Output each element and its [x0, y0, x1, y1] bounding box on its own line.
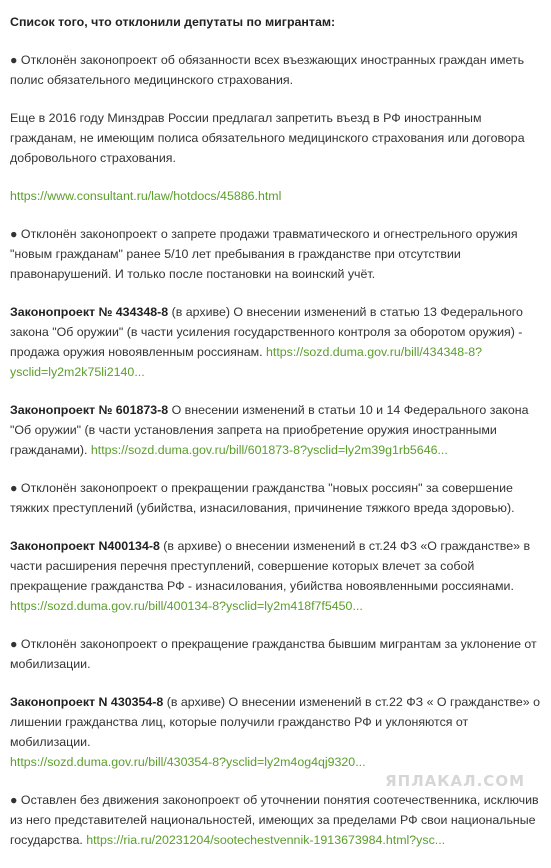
bill-400134-text: (в архиве) о внесении изменений в ст.24 ФЗ «О гражданстве» в части расширения перечня преступлений, совершение которых влечет за собой прекращение гражданства РФ - изнасилования, убийства новоявленными россиянами.: [10, 539, 531, 593]
item-citizenship-crimes: ● Отклонён законопроект о прекращении гражданства "новых россиян" за совершение тяжких преступлений (убийства, изнасилования, причинение тяжкого вреда здоровью).: [10, 481, 515, 515]
bill-400134: [10, 536, 546, 596]
bill-601873-text: О внесении изменений в статьи 10 и 14 Федерального закона "Об оружии" (в части установления запрета на приобретение оружия иностранными гражданами).: [10, 403, 529, 457]
bill-434348-link[interactable]: https://sozd.duma.gov.ru/bill/434348-8?ysclid=ly2m2k75li2140...: [10, 345, 483, 379]
bill-434348-label: Законопроект № 434348-8: [10, 305, 169, 319]
bill-400134-label: Законопроект N400134-8: [10, 539, 160, 553]
site-watermark: ЯПЛАКАЛ.COM: [385, 772, 525, 790]
bill-601873-label: Законопроект № 601873-8: [10, 403, 169, 417]
bill-430354: [10, 692, 546, 752]
bill-430354-link[interactable]: https://sozd.duma.gov.ru/bill/430354-8?ysclid=ly2m4og4qj9320...: [10, 755, 366, 769]
item-mobilization: ● Отклонён законопроект о прекращение гражданства бывшим мигрантам за уклонение от мобилизации.: [10, 637, 537, 671]
item-health-insurance-note: Еще в 2016 году Минздрав России предлагал запретить въезд в РФ иностранным гражданам, не имеющим полиса обязательного медицинского страхования или договора добровольного страхования.: [10, 111, 525, 165]
item-weapons: ● Отклонён законопроект о запрете продажи травматического и огнестрельного оружия "новым гражданам" ранее 5/10 лет пребывания в гражданстве при отсутствии правонарушений. И только после постановки на воинский учёт.: [10, 227, 518, 281]
bill-430354-text: (в архиве) О внесении изменений в ст.22 ФЗ « О гражданстве» о лишении гражданства лиц, которые получили гражданство РФ и уклоняются от мобилизации.: [10, 695, 540, 749]
item-compatriot-text: ● Оставлен без движения законопроект об уточнении понятия соотечественника, исключив из него представителей национальностей, имеющих за пределами РФ свои национальные государства.: [10, 793, 539, 847]
item-compatriot: [10, 790, 546, 850]
item-health-insurance: ● Отклонён законопроект об обязанности всех въезжающих иностранных граждан иметь полис обязательного медицинского страхования.: [10, 53, 525, 87]
bill-601873-link[interactable]: https://sozd.duma.gov.ru/bill/601873-8?ysclid=ly2m39g1rb5646...: [90, 443, 448, 457]
bill-430354-label: Законопроект N 430354-8: [10, 695, 164, 709]
bill-601873: [10, 400, 546, 460]
bill-434348: [10, 302, 546, 382]
consultant-link[interactable]: https://www.consultant.ru/law/hotdocs/45886.html: [10, 189, 282, 203]
bill-434348-text: (в архиве) О внесении изменений в статью 13 Федерального закона "Об оружии" (в части усиления государственного контроля за оборотом оружия) - продажа оружия новоявленным россиянам.: [10, 305, 523, 359]
ria-link[interactable]: https://ria.ru/20231204/sootechestvennik-1913673984.html?ysc...: [86, 833, 446, 847]
post-title: Список того, что отклонили депутаты по мигрантам:: [10, 15, 336, 29]
bill-400134-link[interactable]: https://sozd.duma.gov.ru/bill/400134-8?ysclid=ly2m418f7f5450...: [10, 599, 363, 613]
post-content: [10, 12, 546, 868]
